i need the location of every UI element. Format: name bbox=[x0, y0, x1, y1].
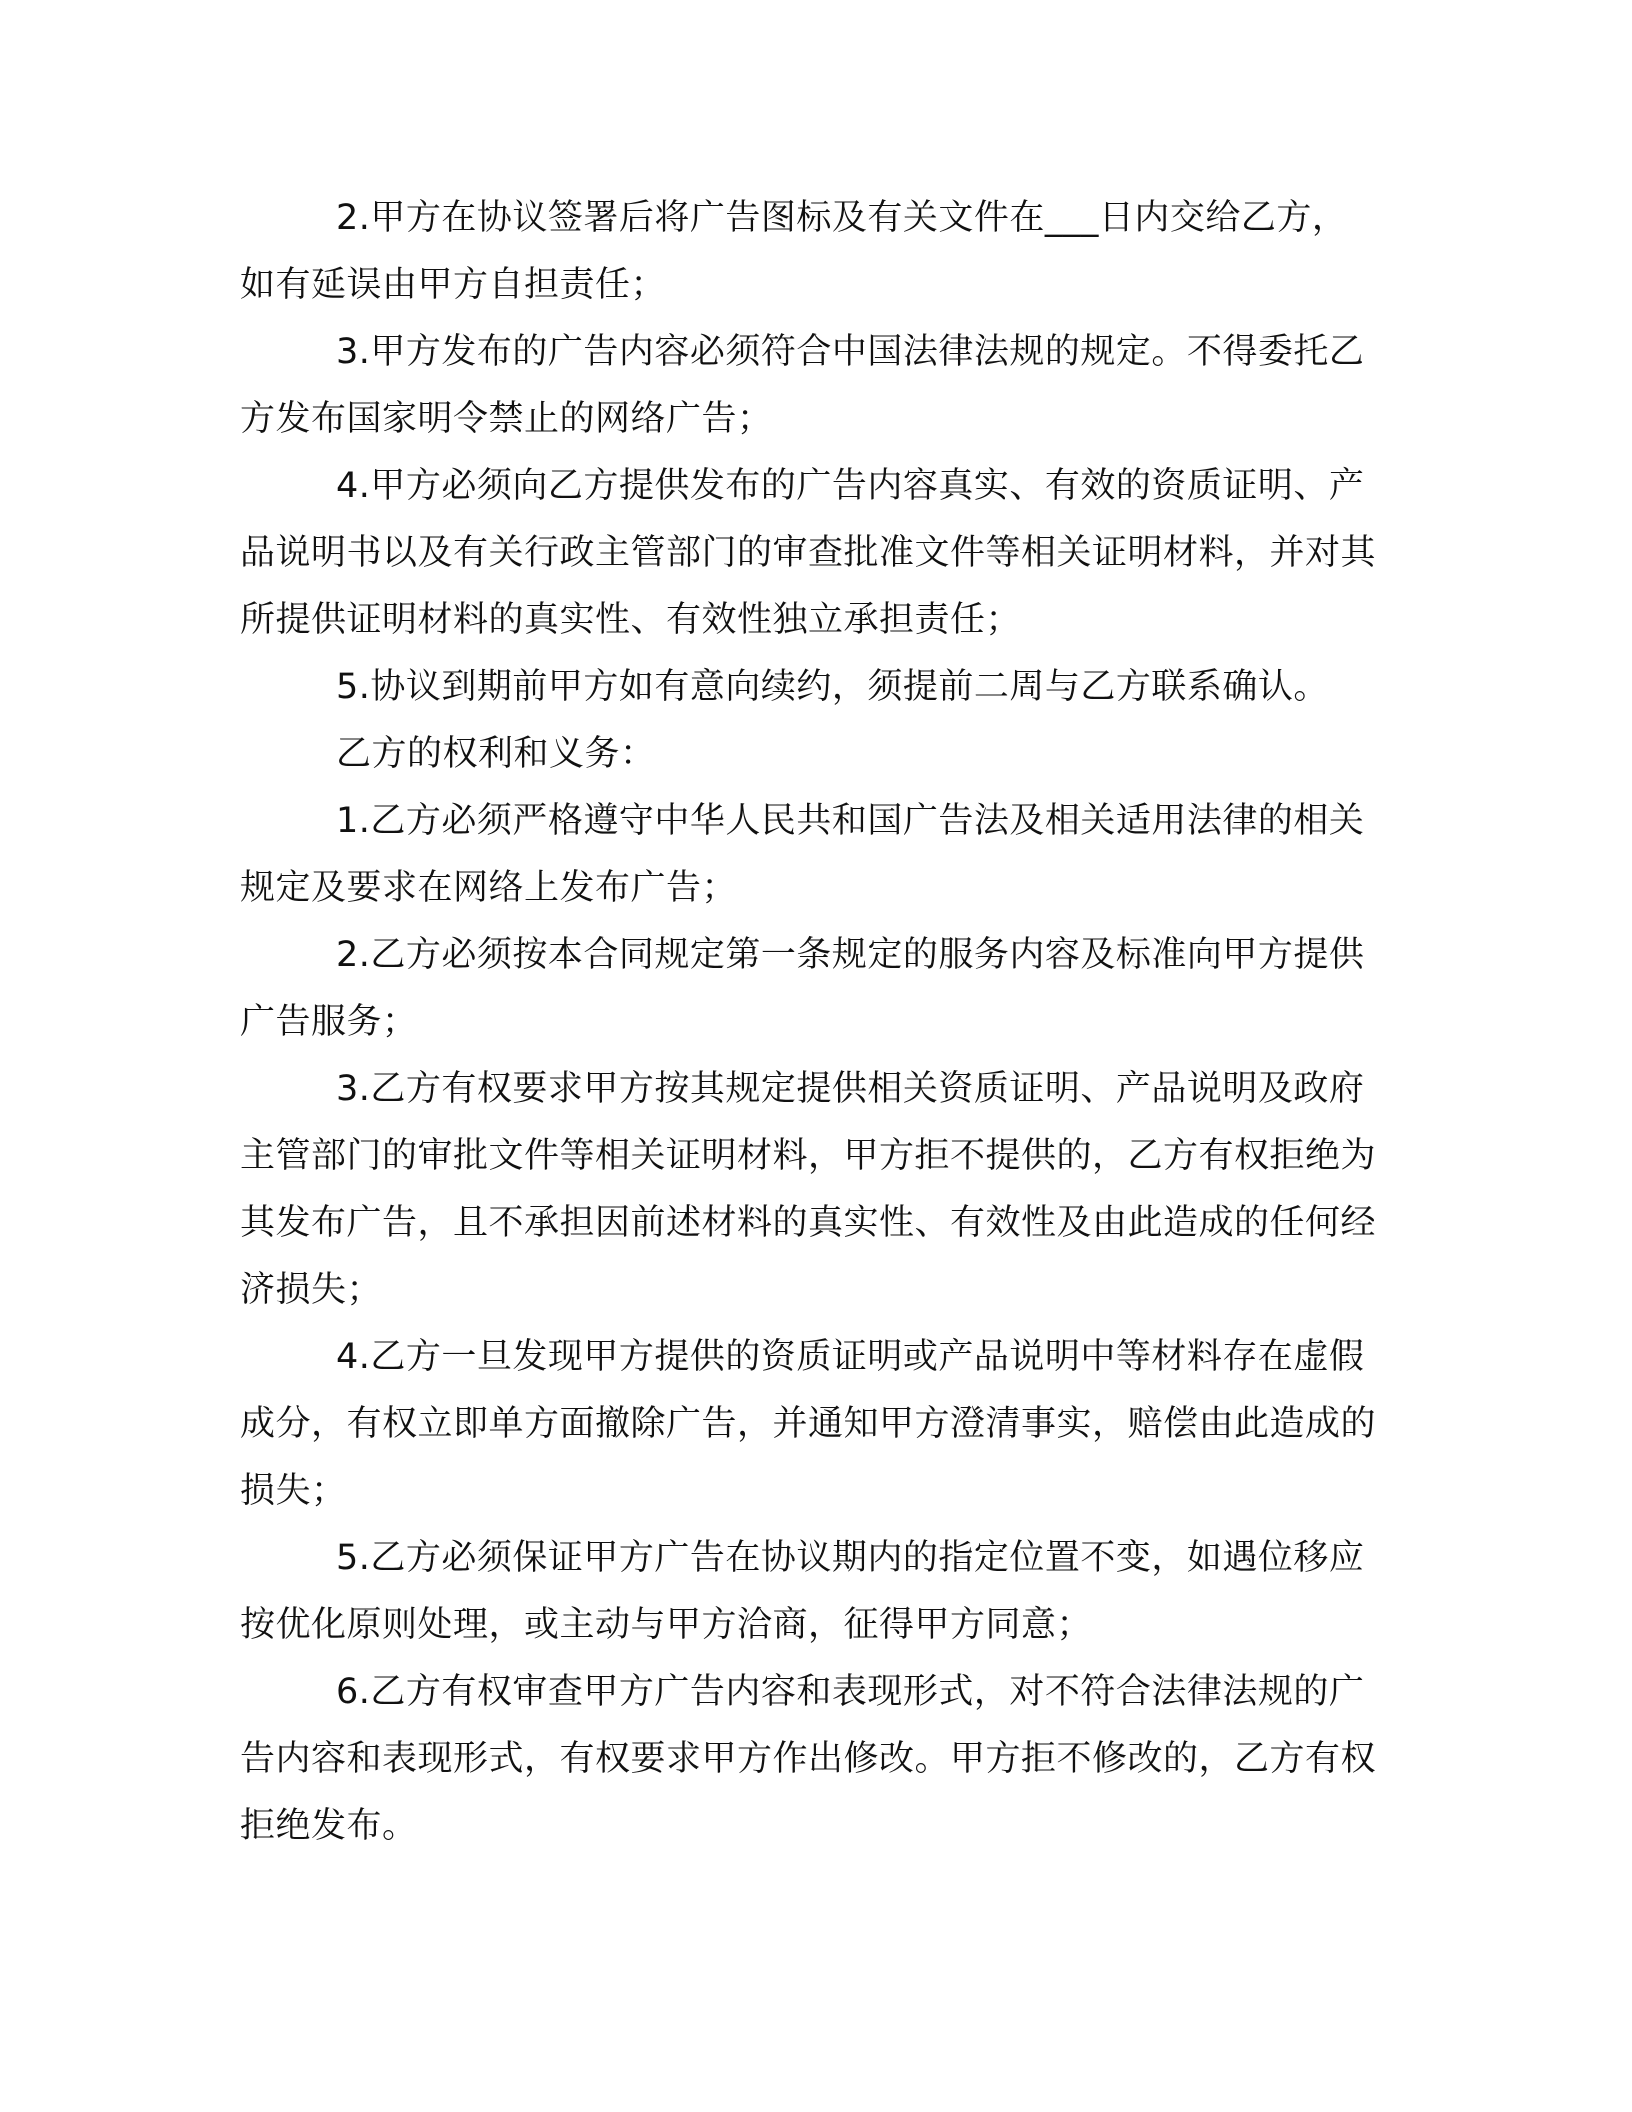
clause-party-b-4: 4.乙方一旦发现甲方提供的资质证明或产品说明中等材料存在虚假成分，有权立即单方面撤除广告，并通知甲方澄清事实，赔偿由此造成的损失； bbox=[240, 1337, 1377, 1511]
document-body bbox=[240, 185, 1380, 1860]
section-heading-party-b: 乙方的权利和义务： bbox=[336, 734, 656, 774]
clause-party-b-2: 2.乙方必须按本合同规定第一条规定的服务内容及标准向甲方提供广告服务； bbox=[240, 935, 1365, 1042]
clause-party-b-3: 3.乙方有权要求甲方按其规定提供相关资质证明、产品说明及政府主管部门的审批文件等相关证明材料，甲方拒不提供的，乙方有权拒绝为其发布广告，且不承担因前述材料的真实性、有效性及由此造成的任何经济损失； bbox=[240, 1069, 1377, 1310]
clause-party-a-5: 5.协议到期前甲方如有意向续约，须提前二周与乙方联系确认。 bbox=[336, 667, 1329, 707]
clause-party-b-5: 5.乙方必须保证甲方广告在协议期内的指定位置不变，如遇位移应按优化原则处理，或主动与甲方洽商，征得甲方同意； bbox=[240, 1538, 1365, 1645]
clause-party-a-3: 3.甲方发布的广告内容必须符合中国法律法规的规定。不得委托乙方发布国家明令禁止的网络广告； bbox=[240, 332, 1365, 439]
clause-party-b-6: 6.乙方有权审查甲方广告内容和表现形式，对不符合法律法规的广告内容和表现形式，有权要求甲方作出修改。甲方拒不修改的，乙方有权拒绝发布。 bbox=[240, 1672, 1377, 1846]
clause-party-b-1: 1.乙方必须严格遵守中华人民共和国广告法及相关适用法律的相关规定及要求在网络上发布广告； bbox=[240, 801, 1365, 908]
clause-party-a-4: 4.甲方必须向乙方提供发布的广告内容真实、有效的资质证明、产品说明书以及有关行政主管部门的审查批准文件等相关证明材料，并对其所提供证明材料的真实性、有效性独立承担责任； bbox=[240, 466, 1377, 640]
clause-party-a-2: 2.甲方在协议签署后将广告图标及有关文件在___日内交给乙方，如有延误由甲方自担责任； bbox=[240, 198, 1348, 305]
